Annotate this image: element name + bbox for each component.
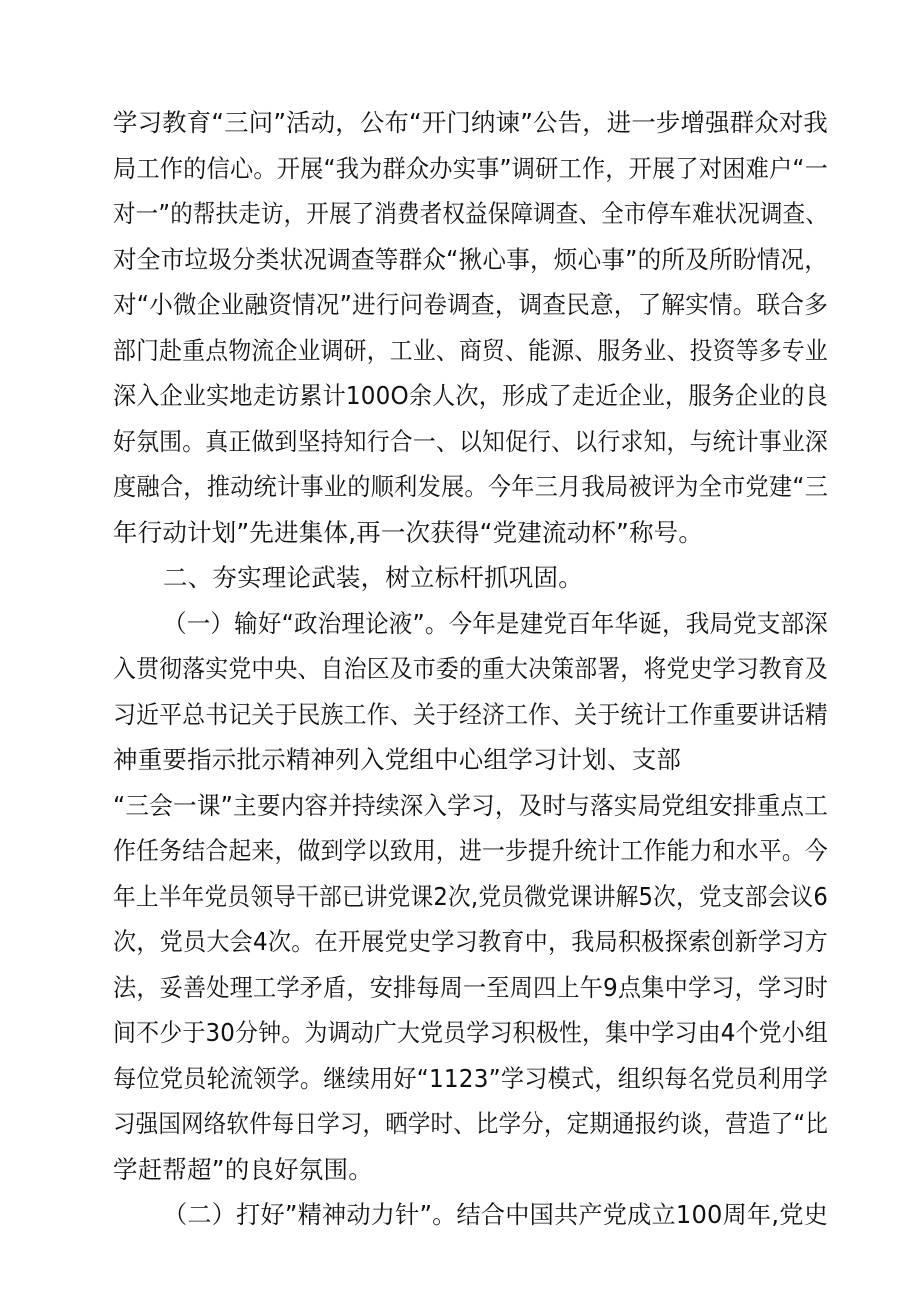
- text-line: [113, 419, 828, 465]
- text-line-content: 部门赴重点物流企业调研，工业、商贸、能源、服务业、投资等多专业: [113, 335, 828, 365]
- text-line-content: 入贯彻落实党中央、自治区及市委的重大决策部署，将党史学习教育及: [113, 654, 828, 683]
- text-line: [113, 1010, 828, 1056]
- text-line-content: 习强国网络软件每日学习，晒学时、比学分，定期通报约谈，营造了“比: [113, 1109, 828, 1138]
- text-line-content: 间不少于30分钟。为调动广大党员学习积极性，集中学习由4个党小组: [113, 1018, 828, 1047]
- text-line: [113, 874, 828, 920]
- text-line: [113, 373, 828, 419]
- text-line-content: 深入企业实地走访累计100O余人次，形成了走近企业，服务企业的良: [113, 381, 828, 410]
- text-line-content: 学习教育“三问”活动，公布“开门纳谏”公告，进一步增强群众对我: [113, 108, 828, 137]
- text-line: [113, 783, 828, 829]
- text-line-content: 对“小微企业融资情况”进行问卷调查，调查民意，了解实情。联合多: [113, 290, 828, 319]
- text-line: [113, 282, 828, 328]
- text-line: [113, 328, 828, 374]
- text-line-content: 法，妥善处理工学矛盾，安排每周一至周四上午9点集中学习，学习时: [113, 972, 828, 1002]
- text-line: [113, 692, 828, 738]
- document-body: [113, 100, 828, 1238]
- text-line: [113, 464, 828, 510]
- text-line: [113, 237, 828, 283]
- text-line: [113, 1056, 828, 1102]
- text-line-content: 次，党员大会4次。在开展党史学习教育中，我局积极探索创新学习方: [113, 927, 828, 956]
- text-line-content: （二）打好”精神动力针”。结合中国共产党成立100周年,党史: [163, 1200, 828, 1229]
- text-line: [113, 100, 828, 146]
- text-line-content: 对全市垃圾分类状况调查等群众“揪心事，烦心事”的所及所盼情况，: [113, 244, 828, 274]
- subsection-heading-line: [113, 1192, 828, 1238]
- text-line: [113, 919, 828, 965]
- text-line-content: 对一”的帮扶走访，开展了消费者权益保障调查、全市停车难状况调查、: [113, 199, 828, 228]
- text-line: [113, 646, 828, 692]
- text-line: 年行动计划”先进集体,再一次获得“党建流动杯”称号。: [113, 517, 704, 547]
- text-line: 神重要指示批示精神列入党组中心组学习计划、支部: [113, 745, 682, 774]
- text-line: [113, 191, 828, 237]
- text-line: [113, 1101, 828, 1147]
- subsection-heading-line: [113, 601, 828, 647]
- text-line-content: 每位党员轮流领学。继续用好“1123”学习模式，组织每名党员利用学: [113, 1063, 828, 1093]
- text-line-content: （一）输好“政治理论液”。今年是建党百年华诞，我局党支部深: [163, 608, 828, 638]
- text-line-content: 习近平总书记关于民族工作、关于经济工作、关于统计工作重要讲话精: [113, 699, 828, 729]
- section-heading: 二、夯实理论武装，树立标杆抓巩固。: [163, 563, 583, 592]
- text-line-content: 作任务结合起来，做到学以致用，进一步提升统计工作能力和水平。今: [113, 836, 828, 865]
- text-line-content: “三会一课”主要内容并持续深入学习，及时与落实局党组安排重点工: [113, 790, 828, 820]
- text-line-content: 好氛围。真正做到坚持知行合一、以知促行、以行求知，与统计事业深: [113, 426, 828, 456]
- text-line-content: 局工作的信心。开展“我为群众办实事”调研工作，开展了对困难户“一: [113, 153, 828, 183]
- text-line: [113, 965, 828, 1011]
- text-line: 学赶帮超”的良好氛围。: [113, 1154, 373, 1184]
- text-line: [113, 828, 828, 874]
- text-line: [113, 146, 828, 192]
- text-line-content: 年上半年党员领导干部已讲党课2次,党员微党课讲解5次，党支部会议6: [113, 881, 828, 911]
- text-line-content: 度融合，推动统计事业的顺利发展。今年三月我局被评为全市党建“三: [113, 472, 828, 501]
